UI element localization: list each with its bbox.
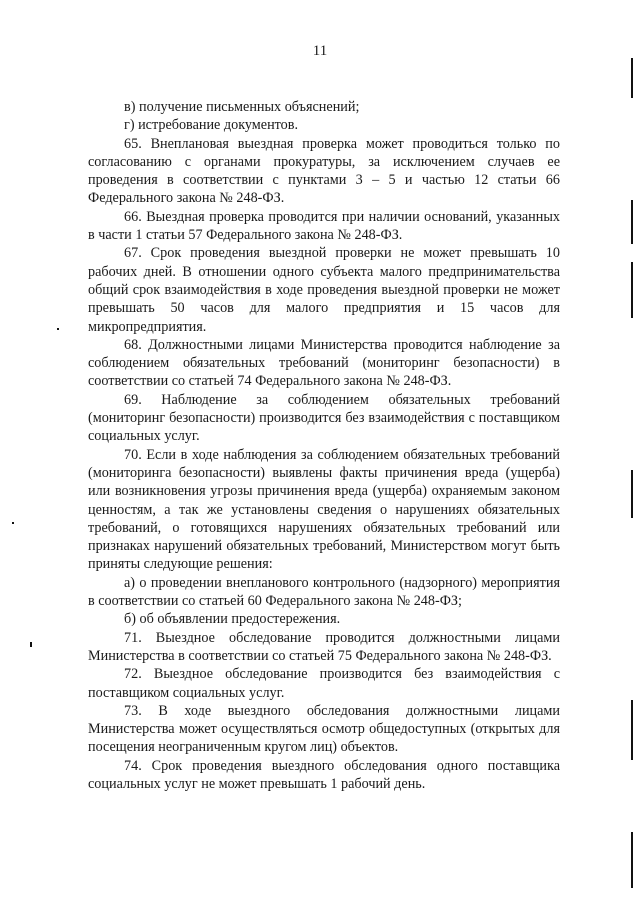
paragraph-70-a: а) о проведении внепланового контрольного (надзорного) мероприятия в соответствии со статьей 60 Федерального закона № 248-ФЗ; xyxy=(88,574,560,610)
scan-speck xyxy=(30,642,32,647)
paragraph-74: 74. Срок проведения выездного обследования одного поставщика социальных услуг не может превышать 1 рабочий день. xyxy=(88,757,560,792)
paragraph-item-v: в) получение письменных объяснений; xyxy=(124,99,360,115)
scan-edge-mark xyxy=(631,262,633,318)
scan-edge-mark xyxy=(631,58,633,98)
scan-speck xyxy=(57,328,59,330)
paragraph-70: 70. Если в ходе наблюдения за соблюдением обязательных требований (мониторинга безопасности) выявлены факты причинения вреда (ущерба) или возникновения угрозы причинения вреда (ущерба) охраняемым законом ценностям, а так же установлены сведения о нарушениях обязательных требований, о готовящихся нарушениях обязательных требований или признаках нарушений обязательных требований, Министерством могут быть приняты следующие решения: xyxy=(88,446,560,573)
paragraph-68: 68. Должностными лицами Министерства проводится наблюдение за соблюдением обязательных требований (мониторинг безопасности) в соответствии со статьей 74 Федерального закона № 248-ФЗ. xyxy=(88,336,560,390)
scan-edge-mark xyxy=(631,470,633,518)
paragraph-71: 71. Выездное обследование проводится должностными лицами Министерства в соответствии со статьей 75 Федерального закона № 248-ФЗ. xyxy=(88,629,560,664)
paragraph-67: 67. Срок проведения выездной проверки не может превышать 10 рабочих дней. В отношении одного субъекта малого предпринимательства общий срок взаимодействия в ходе проведения выездной проверки не может превышать 50 часов для малого предприятия и 15 часов для микропредприятия. xyxy=(88,245,560,335)
scan-edge-mark xyxy=(631,700,633,760)
scan-edge-mark xyxy=(631,832,633,888)
scan-edge-mark xyxy=(631,200,633,244)
paragraph-66: 66. Выездная проверка проводится при наличии оснований, указанных в части 1 статьи 57 Федерального закона № 248-ФЗ. xyxy=(88,208,560,244)
paragraph-item-g: г) истребование документов. xyxy=(124,117,299,134)
paragraph-65: 65. Внеплановая выездная проверка может проводиться только по согласованию с органами прокуратуры, за исключением случаев ее проведения в соответствии с пунктами 3 – 5 и частью 12 статьи 66 Федерального закона № 248-ФЗ. xyxy=(88,135,560,207)
paragraph-69: 69. Наблюдение за соблюдением обязательных требований (мониторинг безопасности) производится без взаимодействия с поставщиком социальных услуг. xyxy=(88,391,560,445)
scan-speck xyxy=(12,522,14,524)
paragraph-72: 72. Выездное обследование производится без взаимодействия с поставщиком социальных услуг. xyxy=(88,666,560,701)
document-body xyxy=(88,98,560,793)
paragraph-73: 73. В ходе выездного обследования должностными лицами Министерства может осуществляться осмотр общедоступных (открытых для посещения неограниченным кругом лиц) объектов. xyxy=(88,702,560,756)
page-number: 11 xyxy=(312,43,328,59)
paragraph-70-b: б) об объявлении предостережения. xyxy=(124,611,341,628)
